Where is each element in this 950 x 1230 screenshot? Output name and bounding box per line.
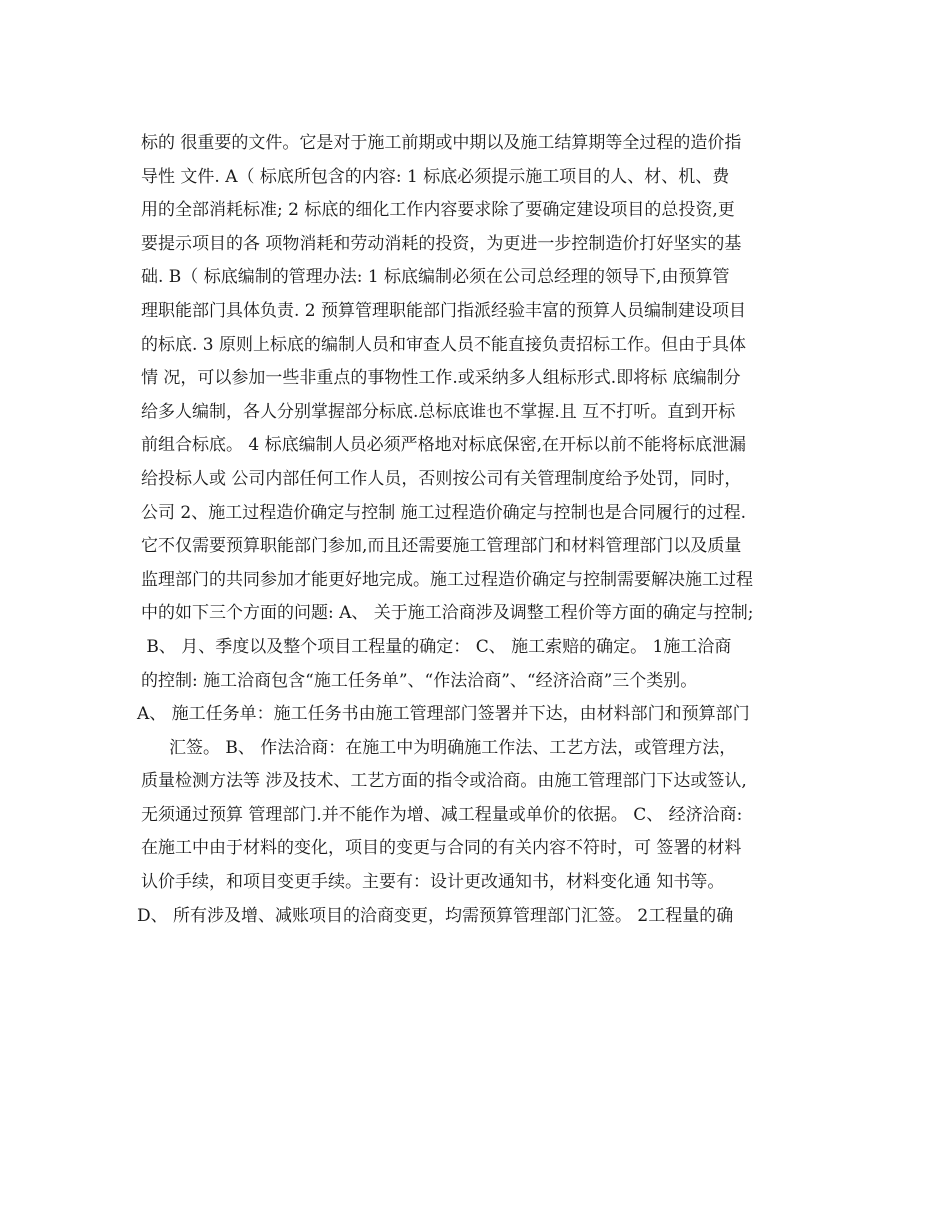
- text-line: 标的 很重要的文件。它是对于施工前期或中期以及施工结算期等全过程的造价指: [141, 133, 742, 153]
- text-line: 的标底. 3 原则上标底的编制人员和审查人员不能直接负责招标工作。但由于具体: [141, 334, 747, 355]
- text-line: 要提示项目的各 项物消耗和劳动消耗的投资，为更进一步控制造价打好坚实的基: [141, 233, 742, 254]
- text-line: 在施工中由于材料的变化，项目的变更与合同的有关内容不符时，可 签署的材料: [141, 838, 742, 859]
- body-text: [137, 127, 821, 933]
- text-line: 汇签。 B、 作法洽商：在施工中为明确施工作法、工艺方法，或管理方法，: [169, 737, 737, 758]
- text-line: D、 所有涉及增、减账项目的洽商变更，均需预算管理部门汇签。 2工程量的确: [137, 905, 734, 926]
- text-line: 无须通过预算 管理部门.并不能作为增、减工程量或单价的依据。 C、 经济洽商:: [141, 804, 743, 825]
- text-line: B、 月、季度以及整个项目工程量的确定： C、 施工索赔的确定。 1施工洽商: [141, 636, 732, 657]
- text-line: 的控制: 施工洽商包含“施工任务单”、“作法洽商”、“经济洽商”三个类别。: [141, 670, 698, 691]
- text-line: 导性 文件. A（ 标底所包含的内容: 1 标底必须提示施工项目的人、材、机、费: [141, 166, 730, 187]
- text-line: 公司 2、施工过程造价确定与控制 施工过程造价确定与控制也是合同履行的过程.: [141, 502, 747, 523]
- text-line: 理职能部门具体负责. 2 预算管理职能部门指派经验丰富的预算人员编制建设项目: [141, 300, 747, 321]
- text-line: 给投标人或 公司内部任何工作人员，否则按公司有关管理制度给予处罚，同时，: [141, 468, 742, 489]
- text-line: 础. B（ 标底编制的管理办法: 1 标底编制必须在公司总经理的领导下,由预算管: [141, 267, 730, 288]
- text-line: A、 施工任务单：施工任务书由施工管理部门签署并下达，由材料部门和预算部门: [137, 704, 750, 725]
- text-line: 认价手续，和项目变更手续。主要有：设计更改通知书，材料变化通 知书等。: [141, 872, 725, 893]
- text-line: 它不仅需要预算职能部门参加,而且还需要施工管理部门和材料管理部门以及质量: [141, 536, 742, 557]
- text-line: 前组合标底。 4 标底编制人员必须严格地对标底保密,在开标以前不能将标底泄漏: [141, 435, 747, 456]
- text-line: 情 况，可以参加一些非重点的事物性工作.或采纳多人组标形式.即将标 底编制分: [141, 368, 741, 389]
- text-line: 监理部门的共同参加才能更好地完成。施工过程造价确定与控制需要解决施工过程: [141, 569, 753, 590]
- text-line: 质量检测方法等 涉及技术、工艺方面的指令或洽商。由施工管理部门下达或签认,: [141, 771, 747, 792]
- text-line: 中的如下三个方面的问题: A、 关于施工洽商涉及调整工程价等方面的确定与控制;: [141, 603, 754, 624]
- text-line: 给多人编制，各人分别掌握部分标底.总标底谁也不掌握.且 互不打听。直到开标: [141, 401, 736, 422]
- text-line: 用的全部消耗标准; 2 标底的细化工作内容要求除了要确定建设项目的总投资,更: [141, 200, 735, 221]
